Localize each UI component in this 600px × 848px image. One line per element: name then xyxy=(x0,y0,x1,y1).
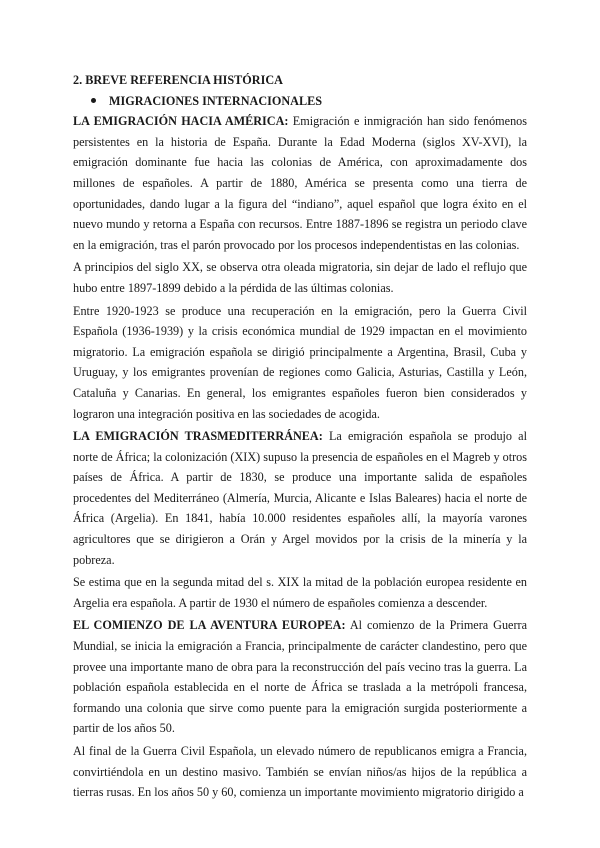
paragraph-lead: LA EMIGRACIÓN TRASMEDITERRÁNEA: xyxy=(73,429,323,444)
paragraph-argelia xyxy=(73,572,527,613)
paragraph-lead: LA EMIGRACIÓN HACIA AMÉRICA: xyxy=(73,114,289,129)
paragraph-text: Entre 1920-1923 se produce una recuperación en la emigración, pero la Guerra Civil Española (1936-1939) y la crisis económica mundial de 1929 impactan en el movimiento migratorio. La emigración española se dirigió principalmente a Argentina, Brasil, Cuba y Uruguay, y los emigrantes provenían de regiones como Galicia, Asturias, Castilla y León, Cataluña y Canarias. En general, los emigrantes españoles fueron bien considerados y lograron una integración positiva en las sociedades de acogida. xyxy=(73,303,527,421)
paragraph-siglo-xx xyxy=(73,257,527,298)
paragraph-1920 xyxy=(73,301,527,425)
bullet-dot-icon xyxy=(91,98,96,103)
paragraph-america xyxy=(73,111,527,255)
bullet-label: MIGRACIONES INTERNACIONALES xyxy=(109,93,322,108)
paragraph-text: La emigración española se produjo al norte de África; la colonización (XIX) supuso la presencia de españoles en el Magreb y otros países de África. A partir de 1830, se produce una importante salida de españoles procedentes del Mediterráneo (Almería, Murcia, Alicante e Islas Baleares) hacia el norte de África (Argelia). En 1841, había 10.000 residentes españoles allí, la mayoría varones agricultores que se dirigieron a Orán y Argel movidos por la crisis de la minería y la pobreza. xyxy=(73,429,527,567)
paragraph-text: Al comienzo de la Primera Guerra Mundial, se inicia la emigración a Francia, principalmente de carácter clandestino, pero que provee una importante mano de obra para la reconstrucción del país vecino tras la guerra. La población española establecida en el norte de África se traslada a la metrópoli francesa, formando una colonia que sirve como puente para la emigración surgida posteriormente a partir de los años 50. xyxy=(73,618,527,736)
paragraph-text: Emigración e inmigración han sido fenómenos persistentes en la historia de España. Durante la Edad Moderna (siglos XV-XVI), la emigración dominante fue hacia las colonias de América, con aproximadamente dos millones de españoles. A partir de 1880, América se presenta como una tierra de oportunidades, dando lugar a la figura del “indiano”, aquel español que logra éxito en el nuevo mundo y retorna a España con recursos. Entre 1887-1896 se registra un periodo clave en la emigración, tras el parón provocado por los procesos independentistas en las colonias. xyxy=(73,114,528,252)
paragraph-lead: EL COMIENZO DE LA AVENTURA EUROPEA: xyxy=(73,618,346,633)
paragraph-text: A principios del siglo XX, se observa otra oleada migratoria, sin dejar de lado el reflujo que hubo entre 1897-1899 debido a la pérdida de las últimas colonias. xyxy=(73,260,527,295)
document-body xyxy=(73,70,527,805)
paragraph-text: Al final de la Guerra Civil Española, un elevado número de republicanos emigra a Francia, convirtiéndola en un destino masivo. También se envían niños/as hijos de la república a tierras rusas. En los años 50 y 60, comienza un importante movimiento migratorio dirigido a xyxy=(73,744,527,800)
paragraph-trasmediterranea xyxy=(73,426,527,570)
bullet-item xyxy=(91,91,527,112)
section-heading: 2. BREVE REFERENCIA HISTÓRICA xyxy=(73,73,283,87)
paragraph-europea xyxy=(73,615,527,739)
paragraph-text: Se estima que en la segunda mitad del s. XIX la mitad de la población europea residente en Argelia era española. A partir de 1930 el número de españoles comienza a descender. xyxy=(73,575,527,610)
paragraph-guerra-civil xyxy=(73,741,527,803)
